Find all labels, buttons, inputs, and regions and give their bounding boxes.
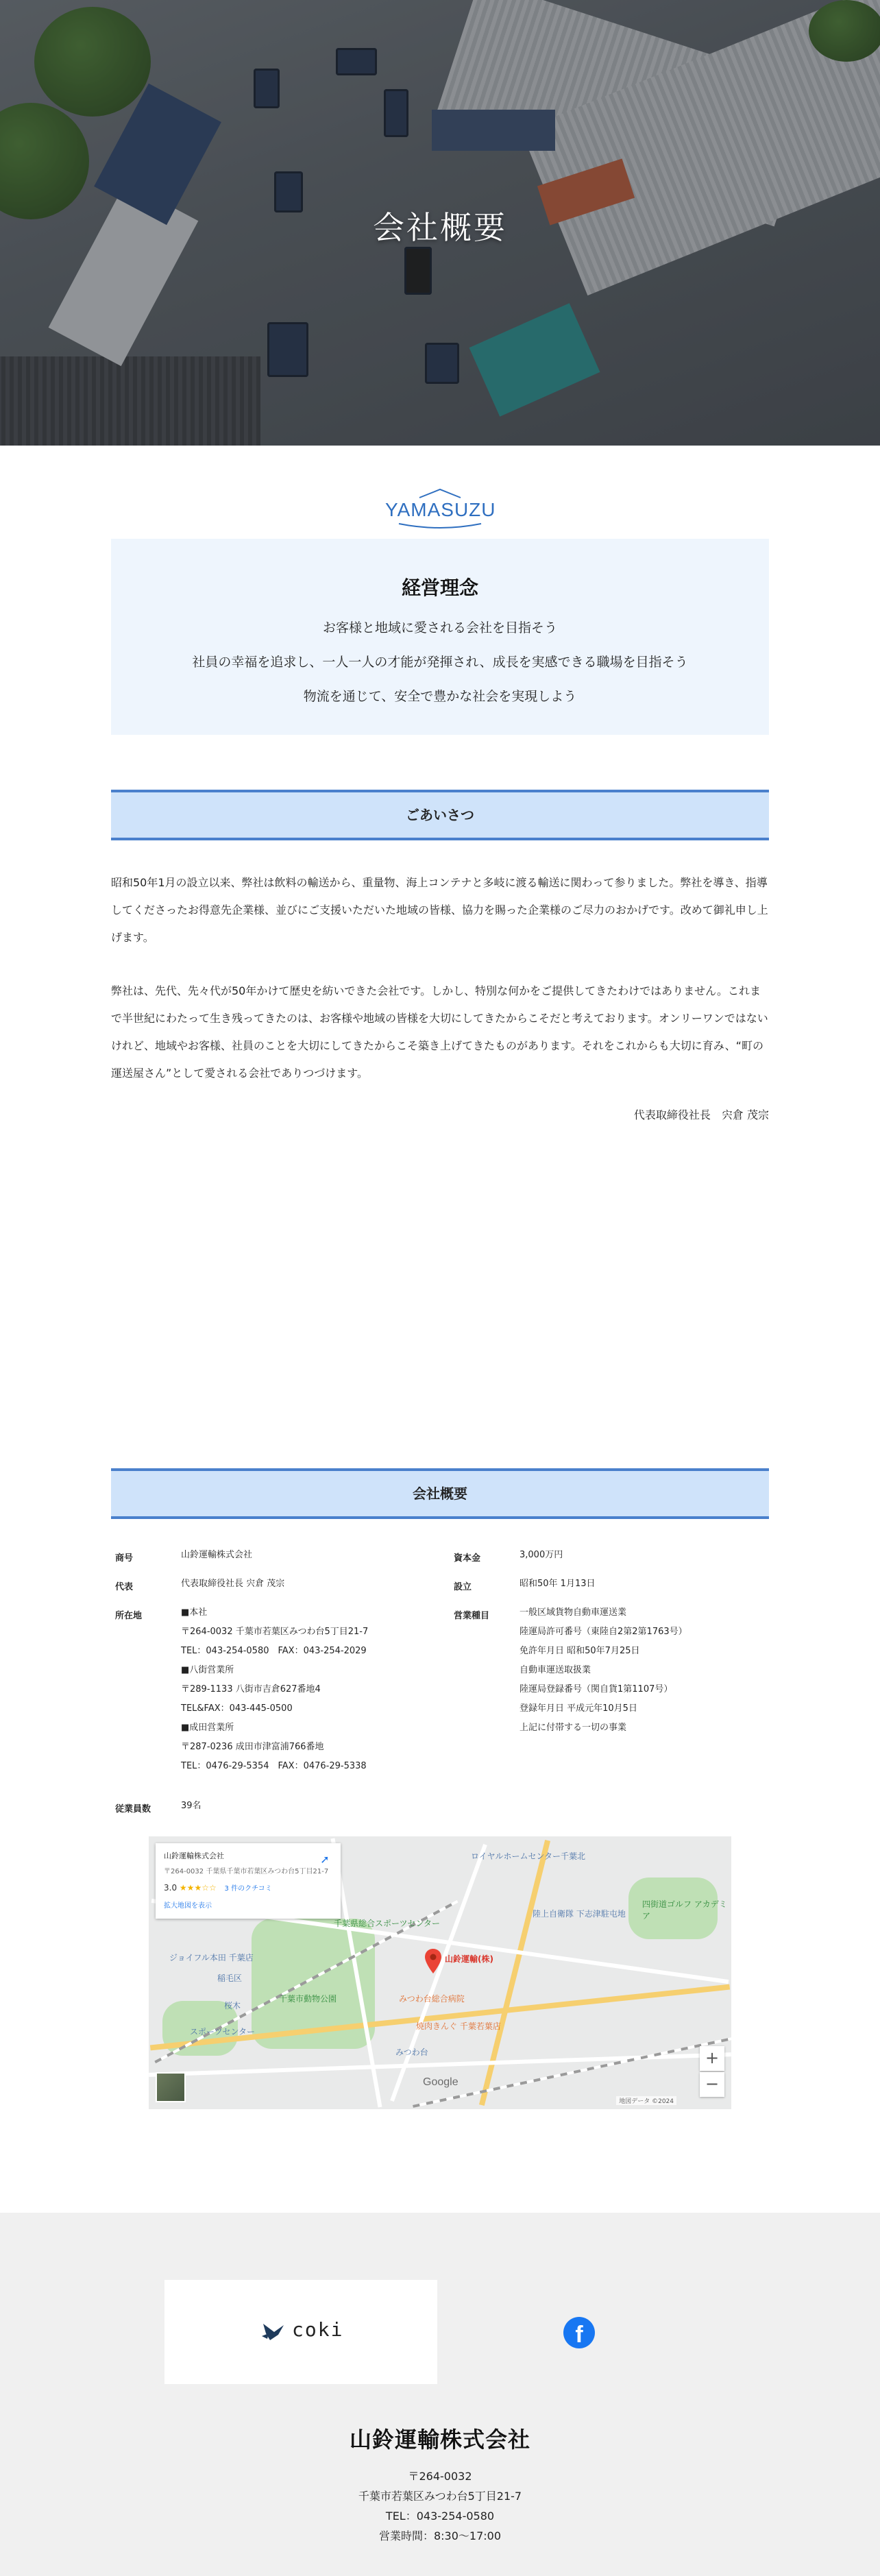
location-line: TEL&FAX：043-445-0500 — [181, 1703, 293, 1714]
larger-map-link[interactable]: 拡大地図を表示 — [164, 1902, 212, 1910]
map-label: みつわ台 — [395, 2048, 428, 2057]
info-value — [520, 1603, 766, 1738]
map-label: 稲毛区 — [217, 1973, 243, 1983]
info-key: 代表 — [115, 1582, 134, 1592]
greeting-heading: ごあいさつ — [111, 790, 769, 840]
info-value: 代表取締役社長 宍倉 茂宗 — [181, 1579, 285, 1589]
site-footer — [0, 2213, 880, 2576]
location-line: TEL：043-254-0580 FAX：043-254-2029 — [181, 1646, 367, 1656]
pin-label: 山鈴運輸(株) — [445, 1954, 493, 1964]
rating-stars-icon: ★★★☆☆ — [179, 1883, 217, 1893]
greeting-paragraph: 昭和50年1月の設立以来、弊社は飲料の輸送から、重量物、海上コンテナと多岐に渡る輸送に関わって参りました。弊社を導き、指導してくださったお得意先企業様、並びにご支援いただいた地域の皆様、協力を賜った企業様のご尽力のおかげです。改めて御礼申し上げます。 — [111, 876, 768, 944]
map-label: 桜木 — [224, 2001, 241, 2010]
location-line: ■本社 — [181, 1607, 208, 1618]
infobox-title: 山鈴運輸株式会社 — [164, 1851, 224, 1860]
map-label: みつわ台総合病院 — [399, 1994, 465, 2004]
infobox-address: 〒264-0032 千葉県千葉市若葉区みつわ台5丁目21-7 — [164, 1868, 329, 1875]
location-line: 〒287-0236 成田市津富浦766番地 — [181, 1742, 324, 1752]
business-line: 陸運局許可番号（東陸自2第2第1763号） — [520, 1627, 687, 1637]
business-line: 免許年月日 昭和50年7月25日 — [520, 1646, 640, 1656]
footer-tel: TEL：043-254-0580 — [385, 2510, 495, 2523]
map-label: スポーツセンター — [190, 2027, 256, 2037]
philosophy-line: お客様と地域に愛される会社を目指そう — [322, 620, 557, 635]
business-line: 一般区域貨物自動車運送業 — [520, 1607, 627, 1618]
info-value: 山鈴運輸株式会社 — [181, 1550, 253, 1560]
info-value: 3,000万円 — [520, 1550, 563, 1560]
footer-company-name: 山鈴運輸株式会社 — [349, 2427, 530, 2453]
rating-value: 3.0 — [164, 1883, 178, 1893]
coki-logo-text: coki — [292, 2318, 344, 2341]
map-label: 四街道ゴルフ アカデミア — [642, 1899, 727, 1921]
business-line: 登録年月日 平成元年10月5日 — [520, 1703, 637, 1714]
reviews-link[interactable]: 3 件のクチコミ — [224, 1885, 272, 1893]
footer-hours: 営業時間：8:30〜17:00 — [378, 2529, 502, 2542]
info-key: 設立 — [454, 1582, 472, 1592]
location-line: ■成田営業所 — [181, 1723, 234, 1733]
info-value: 39名 — [181, 1801, 201, 1811]
philosophy-heading: 経営理念 — [401, 576, 478, 599]
location-line: TEL：0476-29-5354 FAX：0476-29-5338 — [181, 1761, 367, 1771]
directions-icon[interactable]: ➚ — [320, 1853, 330, 1866]
hero-banner — [0, 0, 880, 446]
map-infobox — [156, 1843, 341, 1919]
logo-text: YAMASUZU — [385, 499, 496, 520]
info-key: 営業種目 — [454, 1611, 490, 1621]
business-line: 自動車運送取扱業 — [520, 1665, 591, 1675]
philosophy-line: 物流を通じて、安全で豊かな社会を実現しよう — [303, 689, 577, 704]
company-heading: 会社概要 — [111, 1468, 769, 1519]
zoom-out-button[interactable]: − — [700, 2072, 724, 2097]
location-line: 〒264-0032 千葉市若葉区みつわ台5丁目21-7 — [181, 1627, 369, 1637]
infobox-rating — [164, 1882, 332, 1893]
philosophy-line: 社員の幸福を追求し、一人一人の才能が発揮され、成長を実感できる職場を目指そう — [192, 655, 688, 670]
google-map[interactable] — [149, 1836, 731, 2109]
zoom-in-button[interactable]: + — [700, 2046, 724, 2071]
coki-banner[interactable] — [164, 2280, 437, 2384]
location-line: 〒289-1133 八街市吉倉627番地4 — [181, 1684, 321, 1694]
info-key: 資本金 — [454, 1553, 481, 1564]
map-label: ジョイフル本田 千葉店 — [169, 1953, 254, 1963]
info-value: 昭和50年 1月13日 — [520, 1579, 596, 1589]
logo-roof-icon — [385, 488, 495, 529]
map-label: 千葉市動物公園 — [279, 1994, 337, 2004]
footer-address: 千葉市若葉区みつわ台5丁目21-7 — [358, 2490, 522, 2503]
greeting-signature: 代表取締役社長 宍倉 茂宗 — [633, 1108, 769, 1121]
footer-postal: 〒264-0032 — [408, 2470, 472, 2483]
page-title: 会社概要 — [373, 209, 507, 246]
map-label: 陸上自衛隊 下志津駐屯地 — [533, 1909, 626, 1919]
info-key: 所在地 — [115, 1611, 143, 1621]
coki-bird-icon — [260, 2320, 286, 2343]
map-copyright: 地図データ ©2024 — [616, 2096, 676, 2105]
map-label: ロイヤルホームセンター千葉北 — [471, 1851, 586, 1861]
google-logo: Google — [423, 2076, 459, 2088]
business-line: 上記に付帯する一切の事業 — [520, 1723, 627, 1733]
philosophy-panel — [111, 539, 769, 735]
business-line: 陸運局登録番号（関自貨1第1107号） — [520, 1684, 673, 1694]
map-label: 千葉県総合スポーツセンター — [334, 1919, 441, 1928]
company-logo[interactable] — [385, 488, 495, 529]
satellite-toggle[interactable] — [156, 2072, 186, 2102]
info-value — [181, 1603, 428, 1776]
facebook-icon[interactable]: f — [563, 2317, 595, 2348]
greeting-body — [111, 869, 769, 1087]
info-key: 商号 — [115, 1553, 134, 1564]
location-line: ■八街営業所 — [181, 1665, 234, 1675]
map-label: 焼肉きんぐ 千葉若葉店 — [416, 2021, 501, 2031]
greeting-paragraph: 弊社は、先代、先々代が50年かけて歴史を紡いできた会社です。しかし、特別な何かをご提供してきたわけではありません。これまで半世紀にわたって生き残ってきたのは、お客様や地域の皆様を大切にしてきたからこそだと考えております。オンリーワンではないけれど、地域やお客様、社員のことを大切にしてきたからこそ築き上げてきたものがあります。それをこれからも大切に育み、“町の運送屋さん”として愛される会社でありつづけます。 — [111, 984, 768, 1080]
info-key: 従業員数 — [115, 1804, 151, 1814]
location-pin-icon[interactable] — [424, 1949, 442, 1973]
railway — [413, 2034, 731, 2108]
highway — [479, 1840, 550, 2106]
